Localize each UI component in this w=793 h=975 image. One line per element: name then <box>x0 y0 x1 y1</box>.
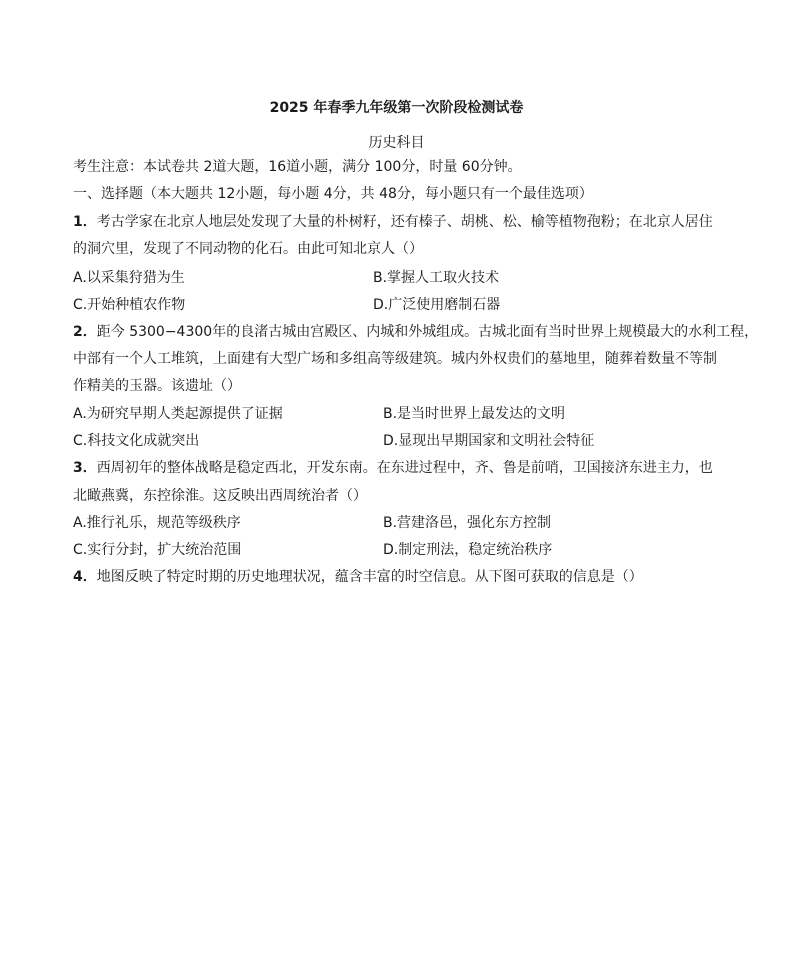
question-3-number: 3． <box>73 460 97 476</box>
question-1-text-1: 考古学家在北京人地层处发现了大量的朴树籽，还有榛子、胡桃、松、榆等植物孢粉；在北京人居住 <box>96 214 713 230</box>
question-1-line-1 <box>73 212 713 232</box>
question-2-option-b[interactable]: B.是当时世界上最发达的文明 <box>383 406 566 422</box>
question-2-line-1 <box>73 322 758 342</box>
exam-subject: 历史科目 <box>368 135 425 151</box>
section-heading: 一、选择题（本大题共 12小题，每小题 4分，共 48分，每小题只有一个最佳选项） <box>73 186 593 202</box>
question-1-number: 1． <box>73 214 97 230</box>
question-2-number: 2． <box>73 324 97 340</box>
question-4-text-1: 地图反映了特定时期的历史地理状况，蕴含丰富的时空信息。从下图可获取的信息是（） <box>96 569 643 585</box>
question-1-option-b[interactable]: B.掌握人工取火技术 <box>373 270 500 286</box>
question-2-option-a[interactable]: A.为研究早期人类起源提供了证据 <box>73 406 283 422</box>
exam-title: 2025 年春季九年级第一次阶段检测试卷 <box>269 100 524 116</box>
question-2-line-3: 作精美的玉器。该遗址（） <box>73 378 241 394</box>
question-3-line-1 <box>73 458 713 478</box>
question-2-text-1: 距今 5300−4300年的良渚古城由宫殿区、内城和外城组成。古城北面有当时世界上规模最大的水利工程， <box>96 324 759 340</box>
question-2-line-2: 中部有一个人工堆筑，上面建有大型广场和多组高等级建筑。城内外权贵们的墓地里，随葬着数量不等制 <box>73 351 717 367</box>
question-3-option-b[interactable]: B.营建洛邑，强化东方控制 <box>383 515 552 531</box>
question-1-option-c[interactable]: C.开始种植农作物 <box>73 297 186 313</box>
question-4-line-1 <box>73 567 643 587</box>
question-1-line-2: 的洞穴里，发现了不同动物的化石。由此可知北京人（） <box>73 241 423 257</box>
question-3-option-d[interactable]: D.制定刑法，稳定统治秩序 <box>383 542 553 558</box>
question-3-text-1: 西周初年的整体战略是稳定西北，开发东南。在东进过程中，齐、鲁是前哨，卫国接济东进主力，也 <box>96 460 713 476</box>
question-3-line-2: 北瞰燕冀，东控徐淮。这反映出西周统治者（） <box>73 488 367 504</box>
question-1-option-d[interactable]: D.广泛使用磨制石器 <box>373 297 501 313</box>
question-2-option-c[interactable]: C.科技文化成就突出 <box>73 433 200 449</box>
question-3-option-a[interactable]: A.推行礼乐，规范等级秩序 <box>73 515 241 531</box>
exam-notice: 考生注意：本试卷共 2道大题，16道小题，满分 100分，时量 60分钟。 <box>73 159 522 175</box>
question-3-option-c[interactable]: C.实行分封，扩大统治范围 <box>73 542 242 558</box>
question-4-number: 4． <box>73 569 97 585</box>
question-1-option-a[interactable]: A.以采集狩猎为生 <box>73 270 185 286</box>
question-2-option-d[interactable]: D.显现出早期国家和文明社会特征 <box>383 433 595 449</box>
